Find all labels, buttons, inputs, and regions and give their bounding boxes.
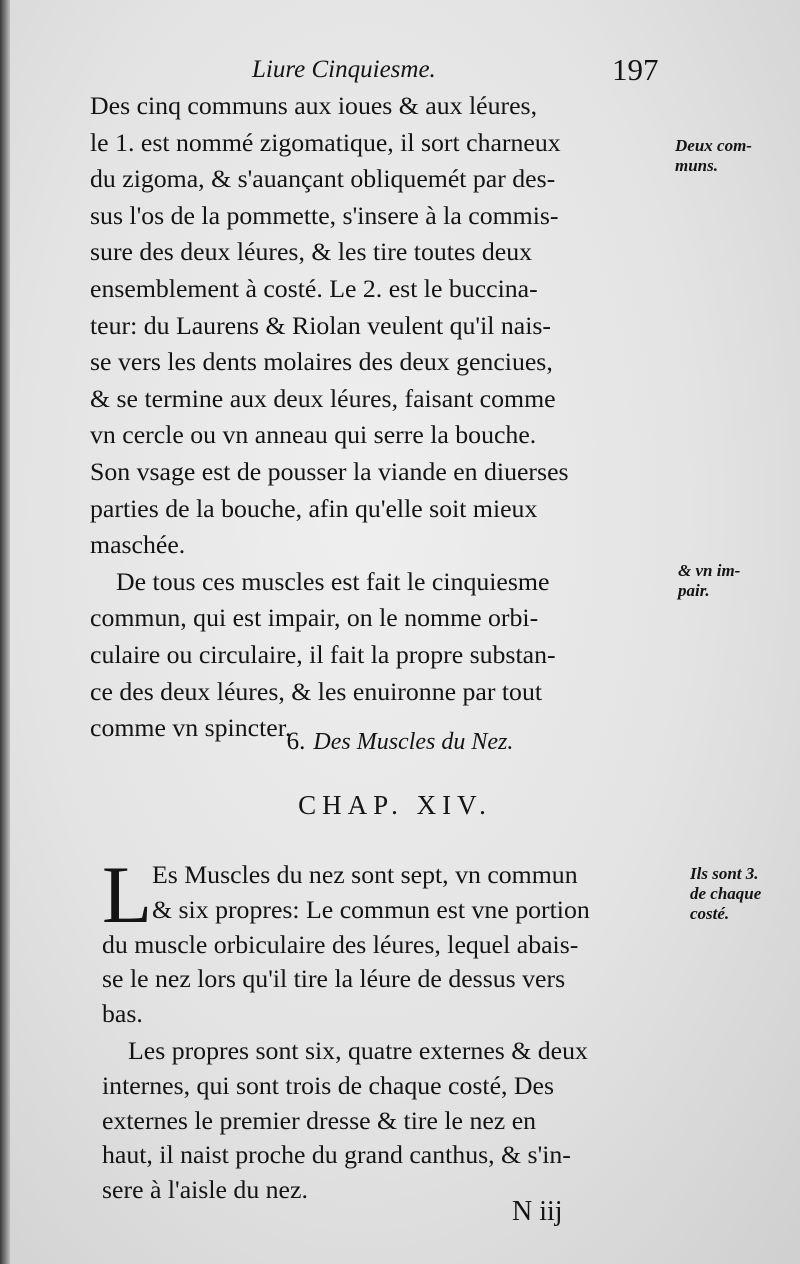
- text-line: commun, qui est impair, on le nomme orbi-: [90, 603, 539, 633]
- text-line: Des cinq communs aux ioues & aux léures,: [90, 91, 538, 120]
- section-title: Des Muscles du Nez.: [313, 729, 514, 755]
- text-line: sere à l'aisle du nez.: [102, 1175, 308, 1205]
- paragraph-proper-muscles: [102, 1034, 687, 1208]
- paragraph-muscles-cheeks-lips: [90, 88, 670, 564]
- text-line: sus l'os de la pommette, s'insere à la commis-: [90, 200, 559, 230]
- paragraph-orbicular-muscle: [90, 564, 670, 747]
- text-line: le 1. est nommé zigomatique, il sort charneux: [90, 127, 561, 157]
- text-line: se le nez lors qu'il tire la léure de dessus vers: [102, 964, 566, 994]
- margin-note-line: Deux com-: [675, 136, 752, 155]
- text-line: haut, il naist proche du grand canthus, & s'in-: [102, 1140, 571, 1170]
- text-line: se vers les dents molaires des deux genciues,: [90, 347, 553, 377]
- drop-cap: L: [102, 849, 153, 940]
- text-line: vn cercle ou vn anneau qui serre la bouche.: [90, 420, 537, 450]
- text-line: ce des deux léures, & les enuironne par tout: [90, 676, 543, 706]
- text-line: teur: du Laurens & Riolan veulent qu'il nais-: [90, 310, 552, 340]
- text-line: comme vn spincter.: [90, 713, 292, 743]
- text-line: parties de la bouche, afin qu'elle soit mieux: [90, 493, 538, 523]
- margin-note-line: & vn im-: [678, 561, 741, 580]
- text-line: externes le premier dresse & tire le nez en: [102, 1105, 537, 1135]
- page-number: 197: [612, 52, 659, 87]
- text-line: du zigoma, & s'auançant obliquemét par des-: [90, 164, 556, 194]
- body-text: [90, 88, 670, 747]
- text-line: & six propres: Le commun est vne portion: [152, 894, 590, 924]
- margin-note-line: muns.: [675, 156, 718, 175]
- text-line: ensemblement à costé. Le 2. est le buccina-: [90, 273, 538, 303]
- section-heading: [0, 728, 800, 756]
- text-line: sure des deux léures, & les tire toutes deux: [90, 237, 533, 267]
- page-edge-shadow: [0, 0, 10, 1264]
- margin-note: [678, 561, 740, 601]
- chapter-heading: CHAP. XIV.: [298, 790, 492, 820]
- text-line: & se termine aux deux léures, faisant comme: [90, 383, 556, 413]
- text-line: Es Muscles du nez sont sept, vn commun: [152, 860, 578, 889]
- section-number: 6.: [286, 728, 306, 755]
- running-head: Liure Cinquiesme.: [252, 56, 436, 83]
- text-line: culaire ou circulaire, il fait la propre substan-: [90, 639, 556, 669]
- text-line: du muscle orbiculaire des léures, lequel abais-: [102, 929, 579, 959]
- text-line: bas.: [102, 999, 143, 1029]
- page-header: [0, 52, 800, 92]
- margin-note-line: pair.: [678, 581, 710, 600]
- signature-mark: N iij: [512, 1196, 563, 1227]
- text-line: Les propres sont six, quatre externes & deux: [128, 1035, 588, 1065]
- paragraph-nose-muscles: [102, 858, 687, 1032]
- body-text-chapter: [102, 858, 687, 1208]
- margin-note-line: costé.: [690, 904, 730, 923]
- text-line: internes, qui sont trois de chaque costé, Des: [102, 1070, 555, 1100]
- margin-note: [675, 136, 752, 176]
- text-line: De tous ces muscles est fait le cinquiesme: [116, 566, 550, 596]
- margin-note-line: Ils sont 3.: [690, 864, 759, 883]
- margin-note-line: de chaque: [690, 884, 762, 903]
- text-line: Son vsage est de pousser la viande en diuerses: [90, 456, 569, 486]
- margin-note: [690, 864, 761, 924]
- text-line: maschée.: [90, 530, 186, 560]
